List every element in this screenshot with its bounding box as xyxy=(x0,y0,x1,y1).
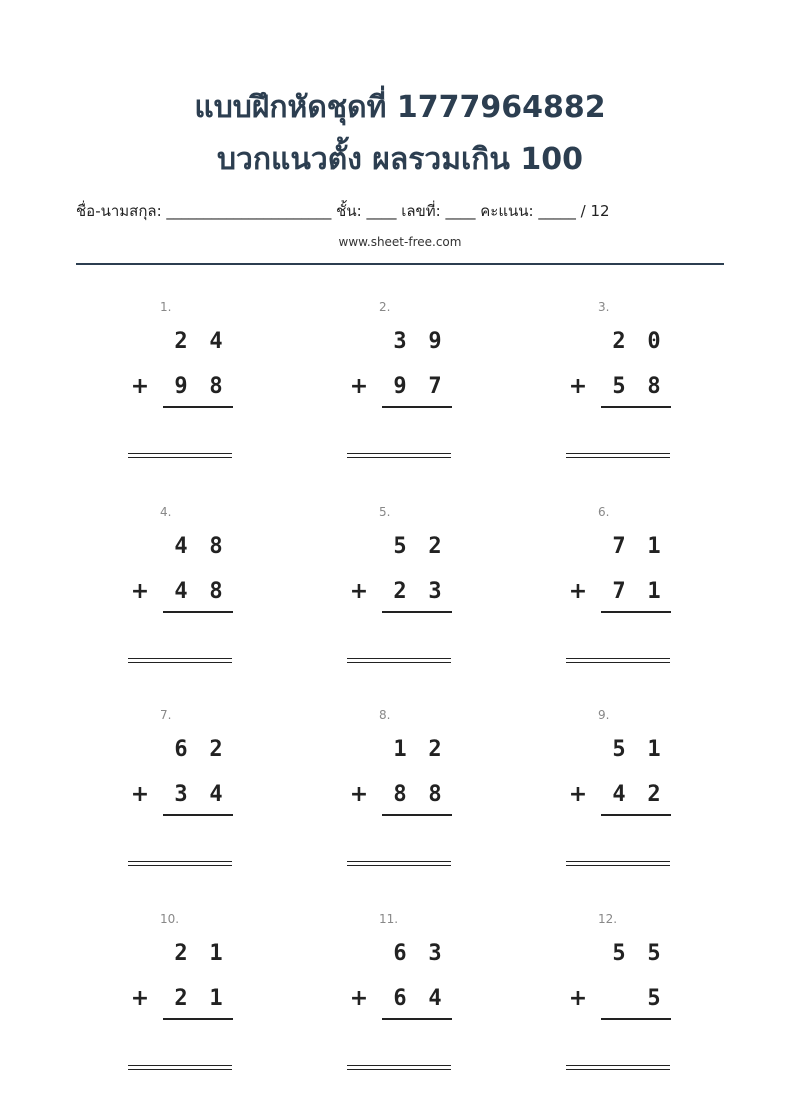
problem-number: 8. xyxy=(379,708,391,722)
problem-item xyxy=(126,300,286,480)
addend-top-digit: 2 xyxy=(174,329,188,354)
problem-item xyxy=(564,505,724,685)
addend-bottom-digit: 8 xyxy=(647,374,661,399)
problem-number: 3. xyxy=(598,300,610,314)
addend-bottom-digit: 1 xyxy=(209,986,223,1011)
answer-line xyxy=(347,453,451,458)
sum-line xyxy=(382,1018,452,1020)
problem-item xyxy=(564,708,724,888)
worksheet-subtitle: บวกแนวตั้ง ผลรวมเกิน 100 xyxy=(216,142,583,177)
addend-bottom-digit: 5 xyxy=(647,986,661,1011)
sum-line xyxy=(163,611,233,613)
addend-top-digit: 2 xyxy=(174,941,188,966)
website-url: www.sheet-free.com xyxy=(338,235,462,249)
sum-line xyxy=(601,611,671,613)
problem-number: 1. xyxy=(160,300,172,314)
addend-bottom-digit: 4 xyxy=(209,782,223,807)
plus-sign: + xyxy=(130,782,150,807)
answer-line xyxy=(566,658,670,663)
addend-top-digit: 2 xyxy=(428,534,442,559)
addend-top-digit: 2 xyxy=(428,737,442,762)
worksheet-title: แบบฝึกหัดชุดที่ 1777964882 xyxy=(194,90,606,125)
addend-bottom-digit: 3 xyxy=(174,782,188,807)
answer-line xyxy=(128,453,232,458)
answer-line xyxy=(566,1065,670,1070)
addend-top-digit: 0 xyxy=(647,329,661,354)
plus-sign: + xyxy=(349,579,369,604)
answer-line xyxy=(347,861,451,866)
addend-top-digit: 4 xyxy=(174,534,188,559)
sum-line xyxy=(601,406,671,408)
addend-top-digit: 5 xyxy=(393,534,407,559)
problem-item xyxy=(564,912,724,1092)
addend-bottom-digit: 2 xyxy=(393,579,407,604)
addend-top-digit: 2 xyxy=(209,737,223,762)
addend-bottom-digit: 3 xyxy=(428,579,442,604)
addend-top-digit: 1 xyxy=(647,534,661,559)
sum-line xyxy=(601,814,671,816)
problem-item xyxy=(345,708,505,888)
plus-sign: + xyxy=(568,374,588,399)
problem-number: 5. xyxy=(379,505,391,519)
addend-top-digit: 2 xyxy=(612,329,626,354)
problem-number: 2. xyxy=(379,300,391,314)
addend-bottom-digit: 9 xyxy=(393,374,407,399)
addend-top-digit: 5 xyxy=(612,737,626,762)
problem-item xyxy=(126,505,286,685)
plus-sign: + xyxy=(349,782,369,807)
addend-top-digit: 6 xyxy=(174,737,188,762)
addend-bottom-digit: 8 xyxy=(393,782,407,807)
sum-line xyxy=(163,814,233,816)
addend-bottom-digit: 6 xyxy=(393,986,407,1011)
sum-line xyxy=(382,814,452,816)
sum-line xyxy=(382,611,452,613)
addend-bottom-digit: 8 xyxy=(209,374,223,399)
answer-line xyxy=(566,861,670,866)
addend-bottom-digit: 4 xyxy=(612,782,626,807)
addend-bottom-digit: 9 xyxy=(174,374,188,399)
problem-number: 10. xyxy=(160,912,180,926)
addend-top-digit: 5 xyxy=(647,941,661,966)
addend-bottom-digit: 1 xyxy=(647,579,661,604)
problem-item xyxy=(126,912,286,1092)
answer-line xyxy=(128,861,232,866)
problem-number: 12. xyxy=(598,912,618,926)
problem-number: 7. xyxy=(160,708,172,722)
addend-bottom-digit: 2 xyxy=(174,986,188,1011)
problem-item xyxy=(345,300,505,480)
addend-bottom-digit: 7 xyxy=(428,374,442,399)
addend-top-digit: 4 xyxy=(209,329,223,354)
plus-sign: + xyxy=(130,579,150,604)
problem-number: 9. xyxy=(598,708,610,722)
addend-top-digit: 9 xyxy=(428,329,442,354)
problem-item xyxy=(345,505,505,685)
problem-item xyxy=(345,912,505,1092)
addend-bottom-digit: 4 xyxy=(428,986,442,1011)
answer-line xyxy=(566,453,670,458)
addend-top-digit: 1 xyxy=(209,941,223,966)
addend-top-digit: 3 xyxy=(428,941,442,966)
addend-top-digit: 8 xyxy=(209,534,223,559)
addend-bottom-digit: 4 xyxy=(174,579,188,604)
addend-top-digit: 6 xyxy=(393,941,407,966)
header-divider xyxy=(76,263,724,265)
problem-number: 6. xyxy=(598,505,610,519)
problem-item xyxy=(126,708,286,888)
plus-sign: + xyxy=(568,782,588,807)
sum-line xyxy=(382,406,452,408)
sum-line xyxy=(601,1018,671,1020)
addend-bottom-digit: 8 xyxy=(209,579,223,604)
addend-bottom-digit: 2 xyxy=(647,782,661,807)
addend-top-digit: 1 xyxy=(393,737,407,762)
answer-line xyxy=(128,1065,232,1070)
addend-bottom-digit: 7 xyxy=(612,579,626,604)
plus-sign: + xyxy=(130,986,150,1011)
addend-top-digit: 7 xyxy=(612,534,626,559)
student-info-line: ชื่อ-นามสกุล: ______________________ ชั้น: ____ เลขที่: ____ คะแนน: _____ / 12 xyxy=(76,202,610,220)
plus-sign: + xyxy=(568,986,588,1011)
addend-top-digit: 5 xyxy=(612,941,626,966)
problem-number: 11. xyxy=(379,912,399,926)
plus-sign: + xyxy=(349,986,369,1011)
problem-number: 4. xyxy=(160,505,172,519)
addend-top-digit: 1 xyxy=(647,737,661,762)
addend-bottom-digit: 5 xyxy=(612,374,626,399)
plus-sign: + xyxy=(130,374,150,399)
sum-line xyxy=(163,1018,233,1020)
answer-line xyxy=(347,658,451,663)
plus-sign: + xyxy=(568,579,588,604)
plus-sign: + xyxy=(349,374,369,399)
answer-line xyxy=(347,1065,451,1070)
addend-bottom-digit: 8 xyxy=(428,782,442,807)
addend-top-digit: 3 xyxy=(393,329,407,354)
sum-line xyxy=(163,406,233,408)
answer-line xyxy=(128,658,232,663)
problem-item xyxy=(564,300,724,480)
